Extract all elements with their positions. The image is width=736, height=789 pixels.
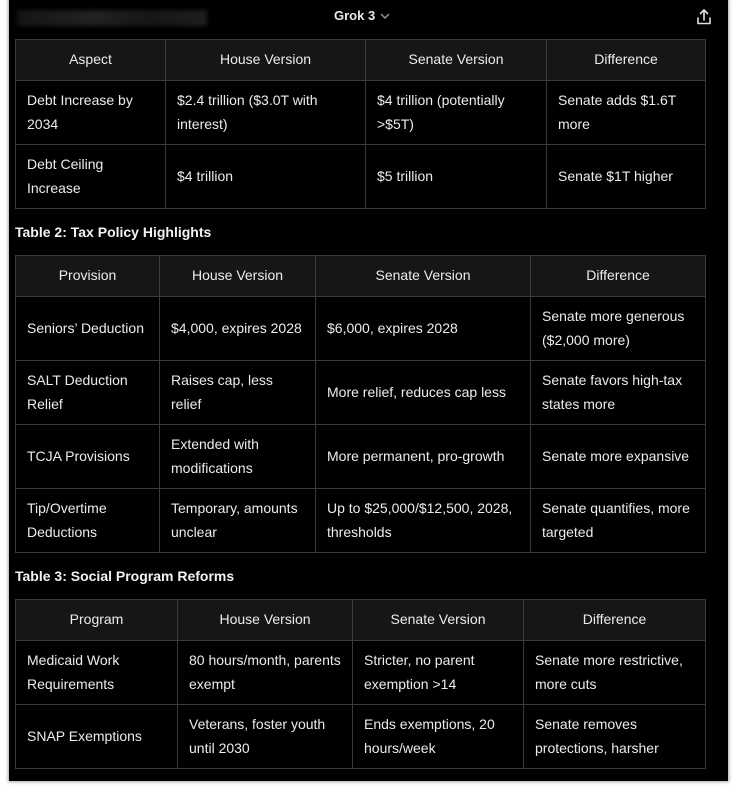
table-row [16,145,706,209]
table-row [16,297,706,361]
table-cell: Tip/Overtime Deductions [16,489,160,553]
header-cell: House Version [160,256,316,297]
table-header-row [16,40,706,81]
header-cell: Difference [547,40,706,81]
table-cell: Senate more restrictive, more cuts [524,641,706,705]
header-cell: Program [16,600,178,641]
model-name: Grok 3 [334,8,376,23]
chat-window [9,0,728,781]
table-cell: Debt Ceiling Increase [16,145,166,209]
table-cell: Temporary, amounts unclear [160,489,316,553]
table-cell: Senate adds $1.6T more [547,81,706,145]
table-cell: Senate $1T higher [547,145,706,209]
header-cell: Difference [531,256,706,297]
table-debt [15,39,706,209]
table-row [16,425,706,489]
model-selector[interactable] [334,8,390,23]
table-cell: $4 trillion (potentially >$5T) [366,81,547,145]
table-tax-policy [15,255,706,553]
table-cell: Up to $25,000/$12,500, 2028, thresholds [316,489,531,553]
table-header-row [16,600,706,641]
table-row [16,705,706,769]
table-row [16,361,706,425]
header-cell: Senate Version [353,600,524,641]
header-cell: House Version [178,600,353,641]
table-cell: Senate removes protections, harsher [524,705,706,769]
message-content [15,39,705,769]
table-cell: Senate more generous ($2,000 more) [531,297,706,361]
table-cell: $6,000, expires 2028 [316,297,531,361]
table-cell: Seniors’ Deduction [16,297,160,361]
header-cell: Aspect [16,40,166,81]
table-cell: Raises cap, less relief [160,361,316,425]
top-bar [9,0,728,34]
table-cell: SNAP Exemptions [16,705,178,769]
table-cell: TCJA Provisions [16,425,160,489]
table-row [16,81,706,145]
table-cell: $4 trillion [166,145,366,209]
table-cell: Debt Increase by 2034 [16,81,166,145]
share-icon [694,14,714,31]
table-cell: $2.4 trillion ($3.0T with interest) [166,81,366,145]
table-cell: More relief, reduces cap less [316,361,531,425]
table-cell: Veterans, foster youth until 2030 [178,705,353,769]
table-cell: Stricter, no parent exemption >14 [353,641,524,705]
table-2-title: Table 2: Tax Policy Highlights [15,224,212,240]
table-row [16,641,706,705]
table-cell: More permanent, pro-growth [316,425,531,489]
table-social-programs [15,599,706,769]
chevron-down-icon [380,11,390,21]
table-cell: Senate quantifies, more targeted [531,489,706,553]
table-row [16,489,706,553]
header-cell: Senate Version [366,40,547,81]
header-cell: Provision [16,256,160,297]
table-cell: $4,000, expires 2028 [160,297,316,361]
header-cell: House Version [166,40,366,81]
table-cell: Ends exemptions, 20 hours/week [353,705,524,769]
table-3-title: Table 3: Social Program Reforms [15,568,235,584]
blurred-title [17,10,207,26]
table-cell: Medicaid Work Requirements [16,641,178,705]
table-cell: Senate favors high-tax states more [531,361,706,425]
table-cell: Extended with modifications [160,425,316,489]
table-cell: Senate more expansive [531,425,706,489]
table-cell: 80 hours/month, parents exempt [178,641,353,705]
table-cell: $5 trillion [366,145,547,209]
table-cell: SALT Deduction Relief [16,361,160,425]
share-button[interactable] [694,7,714,27]
header-cell: Difference [524,600,706,641]
table-header-row [16,256,706,297]
header-cell: Senate Version [316,256,531,297]
